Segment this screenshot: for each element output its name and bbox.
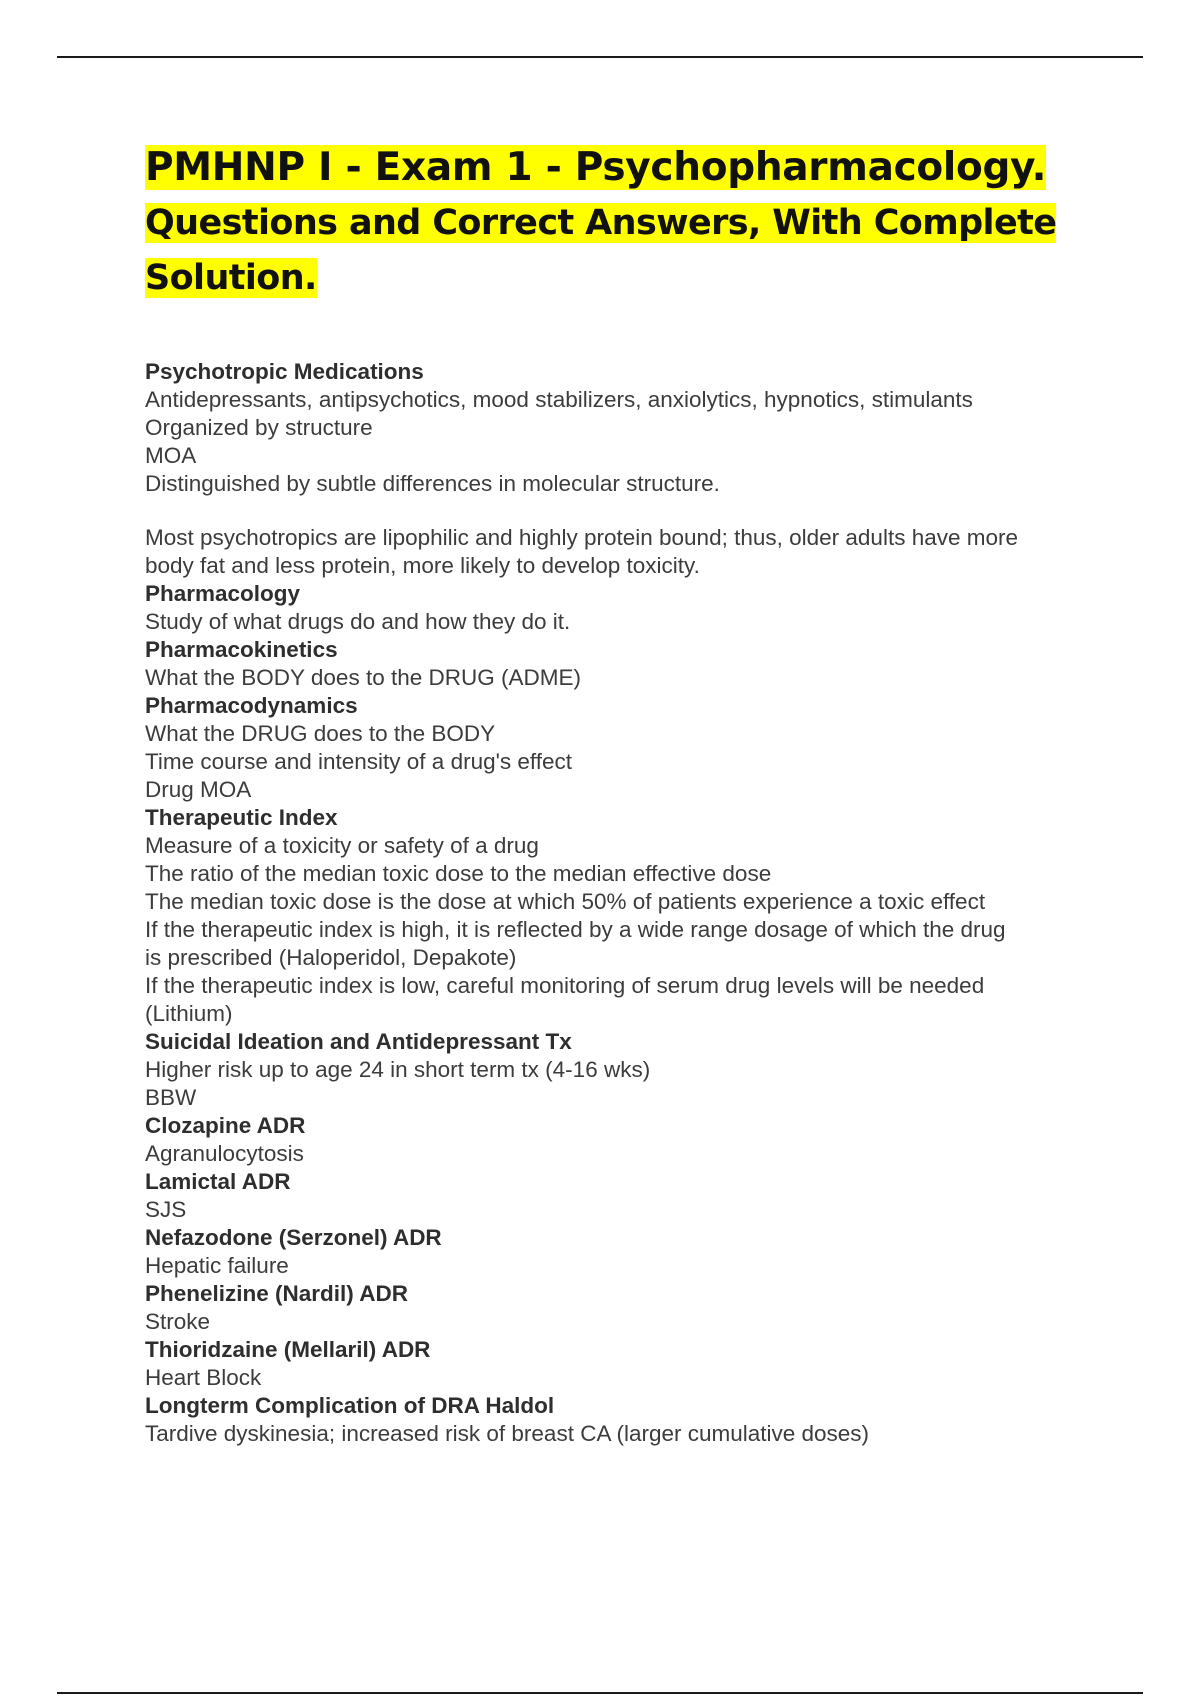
flashcard-entry bbox=[145, 358, 1105, 580]
flashcard-entry bbox=[145, 1392, 1105, 1448]
flashcard-entry bbox=[145, 636, 1105, 692]
entry-answer-line: SJS bbox=[145, 1197, 187, 1222]
entry-term: Clozapine ADR bbox=[145, 1113, 306, 1138]
top-rule bbox=[57, 56, 1143, 58]
entry-answer-line: Antidepressants, antipsychotics, mood stabilizers, anxiolytics, hypnotics, stimulants bbox=[145, 387, 973, 412]
entry-term: Lamictal ADR bbox=[145, 1169, 291, 1194]
entry-answer-line: If the therapeutic index is low, careful monitoring of serum drug levels will be needed bbox=[145, 973, 985, 998]
entry-term: Nefazodone (Serzonel) ADR bbox=[145, 1225, 442, 1250]
entry-answer-line: Measure of a toxicity or safety of a drug bbox=[145, 833, 539, 858]
bottom-rule bbox=[57, 1692, 1143, 1694]
entry-answer-line: Tardive dyskinesia; increased risk of breast CA (larger cumulative doses) bbox=[145, 1421, 870, 1446]
entry-term: Longterm Complication of DRA Haldol bbox=[145, 1393, 555, 1418]
flashcard-content bbox=[145, 358, 1105, 1448]
flashcard-entry bbox=[145, 692, 1105, 804]
entry-term: Phenelizine (Nardil) ADR bbox=[145, 1281, 408, 1306]
entry-answer-line: Agranulocytosis bbox=[145, 1141, 304, 1166]
flashcard-entry bbox=[145, 580, 1105, 636]
entry-answer-line: What the DRUG does to the BODY bbox=[145, 721, 496, 746]
entry-term: Therapeutic Index bbox=[145, 805, 338, 830]
flashcard-entry bbox=[145, 804, 1105, 1028]
entry-answer-line: Heart Block bbox=[145, 1365, 262, 1390]
entry-term: Pharmacodynamics bbox=[145, 693, 358, 718]
document-title bbox=[145, 140, 1105, 305]
entry-answer-line: Time course and intensity of a drug's effect bbox=[145, 749, 573, 774]
entry-term: Thioridzaine (Mellaril) ADR bbox=[145, 1337, 431, 1362]
entry-answer-line: What the BODY does to the DRUG (ADME) bbox=[145, 665, 581, 690]
entry-answer-line: body fat and less protein, more likely to develop toxicity. bbox=[145, 553, 700, 578]
entry-answer-line: The median toxic dose is the dose at which 50% of patients experience a toxic effect bbox=[145, 889, 986, 914]
flashcard-entry bbox=[145, 1224, 1105, 1280]
entry-answer-line: Organized by structure bbox=[145, 415, 373, 440]
entry-term: Suicidal Ideation and Antidepressant Tx bbox=[145, 1029, 572, 1054]
entry-answer-line: BBW bbox=[145, 1085, 197, 1110]
flashcard-entry bbox=[145, 1168, 1105, 1224]
entry-answer-line: Most psychotropics are lipophilic and highly protein bound; thus, older adults have more bbox=[145, 525, 1018, 550]
entry-term: Psychotropic Medications bbox=[145, 359, 424, 384]
entry-answer-line: Hepatic failure bbox=[145, 1253, 289, 1278]
flashcard-entry bbox=[145, 1336, 1105, 1392]
entry-answer-line: is prescribed (Haloperidol, Depakote) bbox=[145, 945, 517, 970]
entry-answer-line: Drug MOA bbox=[145, 777, 252, 802]
flashcard-entry bbox=[145, 1028, 1105, 1112]
title-line-3: Solution. bbox=[145, 258, 317, 298]
title-line-2: Questions and Correct Answers, With Complete bbox=[145, 203, 1057, 243]
entry-answer-line: Study of what drugs do and how they do it. bbox=[145, 609, 571, 634]
entry-term: Pharmacokinetics bbox=[145, 637, 338, 662]
title-line-1: PMHNP I - Exam 1 - Psychopharmacology. bbox=[145, 145, 1047, 190]
entry-answer-line: MOA bbox=[145, 443, 197, 468]
entry-answer-line: The ratio of the median toxic dose to the median effective dose bbox=[145, 861, 772, 886]
entry-answer-line: (Lithium) bbox=[145, 1001, 233, 1026]
blank-line bbox=[145, 498, 1105, 524]
entry-answer-line: Stroke bbox=[145, 1309, 211, 1334]
entry-answer-line: If the therapeutic index is high, it is reflected by a wide range dosage of which the drug bbox=[145, 917, 1006, 942]
entry-answer-line: Distinguished by subtle differences in molecular structure. bbox=[145, 471, 720, 496]
entry-answer-line: Higher risk up to age 24 in short term tx (4-16 wks) bbox=[145, 1057, 651, 1082]
flashcard-entry bbox=[145, 1112, 1105, 1168]
entry-term: Pharmacology bbox=[145, 581, 301, 606]
flashcard-entry bbox=[145, 1280, 1105, 1336]
